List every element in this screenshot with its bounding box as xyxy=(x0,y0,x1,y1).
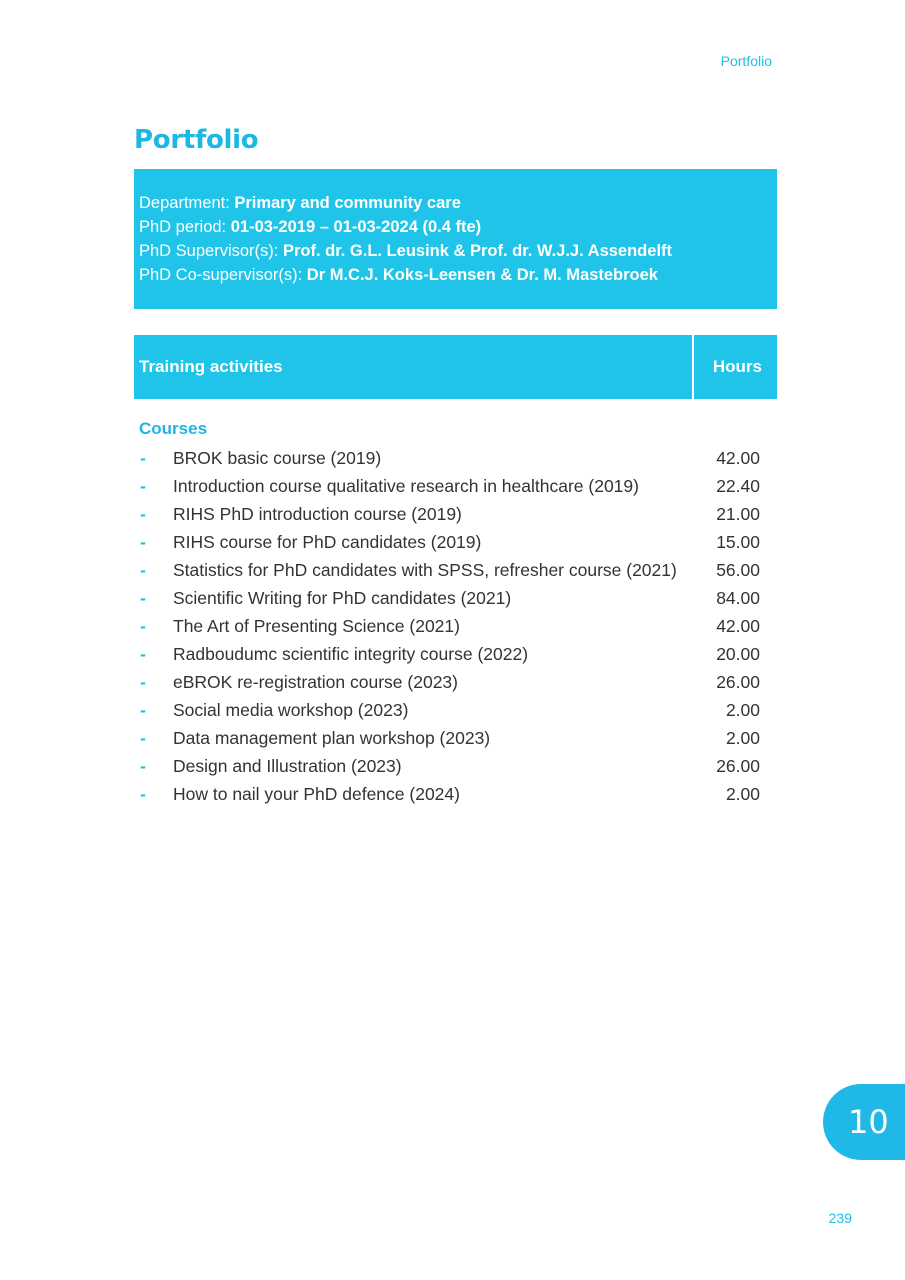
course-name: Statistics for PhD candidates with SPSS, refresher course (2021) xyxy=(173,560,677,580)
bullet-dash: - xyxy=(140,644,146,664)
course-row xyxy=(134,584,777,612)
bullet-dash: - xyxy=(140,700,146,720)
course-row xyxy=(134,668,777,696)
chapter-tab: 10 xyxy=(823,1084,905,1160)
course-hours: 2.00 xyxy=(725,728,760,748)
column-header-hours: Hours xyxy=(712,357,762,376)
course-name: RIHS PhD introduction course (2019) xyxy=(173,504,462,524)
course-row xyxy=(134,500,777,528)
course-row xyxy=(134,724,777,752)
cosupervisors-line xyxy=(139,263,777,287)
running-header: Portfolio xyxy=(720,53,772,69)
course-row xyxy=(134,780,777,808)
bullet-dash: - xyxy=(140,504,146,524)
period-label: PhD period: xyxy=(139,218,231,236)
bullet-dash: - xyxy=(140,728,146,748)
course-hours: 26.00 xyxy=(716,756,760,776)
course-row xyxy=(134,640,777,668)
bullet-dash: - xyxy=(140,616,146,636)
course-hours: 56.00 xyxy=(716,560,760,580)
course-name: Social media workshop (2023) xyxy=(173,700,409,720)
course-name: RIHS course for PhD candidates (2019) xyxy=(173,532,482,552)
course-hours: 22.40 xyxy=(716,476,760,496)
course-hours: 26.00 xyxy=(716,672,760,692)
course-row xyxy=(134,472,777,500)
course-row xyxy=(134,696,777,724)
cosupervisors-label: PhD Co-supervisor(s): xyxy=(139,266,307,284)
course-name: Radboudumc scientific integrity course (2022) xyxy=(173,644,529,664)
course-list xyxy=(134,444,777,808)
column-header-activities: Training activities xyxy=(134,335,694,399)
course-name: Scientific Writing for PhD candidates (2021) xyxy=(173,588,512,608)
course-row xyxy=(134,528,777,556)
bullet-dash: - xyxy=(140,448,146,468)
course-hours: 21.00 xyxy=(716,504,760,524)
course-row xyxy=(134,556,777,584)
bullet-dash: - xyxy=(140,672,146,692)
course-name: How to nail your PhD defence (2024) xyxy=(173,784,460,804)
supervisors-label: PhD Supervisor(s): xyxy=(139,242,283,260)
page-number: 239 xyxy=(828,1210,852,1226)
period-line xyxy=(139,215,777,239)
course-hours: 2.00 xyxy=(725,700,760,720)
course-name: Introduction course qualitative research in healthcare (2019) xyxy=(173,476,639,496)
course-name: The Art of Presenting Science (2021) xyxy=(173,616,460,636)
course-name: eBROK re-registration course (2023) xyxy=(173,672,458,692)
bullet-dash: - xyxy=(140,784,146,804)
bullet-dash: - xyxy=(140,588,146,608)
course-hours: 15.00 xyxy=(716,532,760,552)
course-hours: 84.00 xyxy=(716,588,760,608)
course-name: BROK basic course (2019) xyxy=(173,448,382,468)
department-value: Primary and community care xyxy=(234,194,461,212)
course-hours: 20.00 xyxy=(716,644,760,664)
bullet-dash: - xyxy=(140,756,146,776)
bullet-dash: - xyxy=(140,532,146,552)
department-line xyxy=(139,191,777,215)
course-row xyxy=(134,444,777,472)
bullet-dash: - xyxy=(140,476,146,496)
cosupervisors-value: Dr M.C.J. Koks-Leensen & Dr. M. Mastebroek xyxy=(306,266,658,284)
page-title: Portfolio xyxy=(134,125,259,155)
course-row xyxy=(134,612,777,640)
course-hours: 42.00 xyxy=(716,616,760,636)
supervisors-line xyxy=(139,239,777,263)
supervisors-value: Prof. dr. G.L. Leusink & Prof. dr. W.J.J. Assendelft xyxy=(282,242,673,260)
table-header xyxy=(134,335,777,399)
bullet-dash: - xyxy=(140,560,146,580)
department-label: Department: xyxy=(139,194,235,212)
course-row xyxy=(134,752,777,780)
courses-heading: Courses xyxy=(139,419,208,438)
period-value: 01-03-2019 – 01-03-2024 (0.4 fte) xyxy=(230,218,482,236)
course-name: Data management plan workshop (2023) xyxy=(173,728,491,748)
info-box xyxy=(134,169,777,309)
course-hours: 42.00 xyxy=(716,448,760,468)
course-hours: 2.00 xyxy=(725,784,760,804)
course-name: Design and Illustration (2023) xyxy=(173,756,402,776)
